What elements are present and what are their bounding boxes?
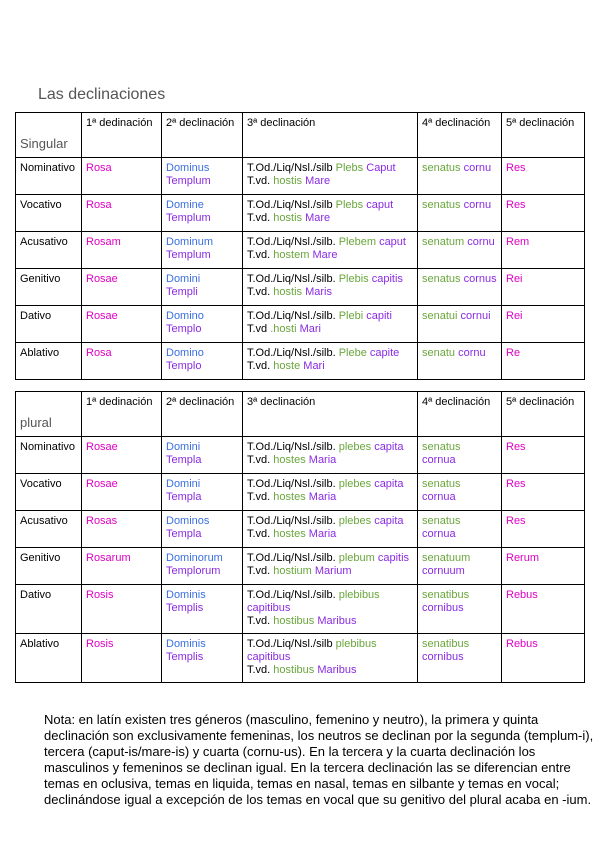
second-declension-masc: Domini: [166, 478, 201, 490]
fourth-declension-cell: [418, 232, 502, 269]
page-title: Las declinaciones: [38, 86, 166, 103]
first-declension-cell: [82, 232, 162, 269]
third-vowel-neut: Maria: [308, 454, 337, 466]
fifth-declension-cell: [502, 195, 585, 232]
fifth-declension-form: Rei: [506, 310, 523, 322]
fourth-declension-cell: [418, 343, 502, 380]
first-declension-cell: [82, 634, 162, 683]
declension-header: 5ª declinación: [502, 113, 585, 158]
fourth-declension-neut: cornua: [422, 491, 456, 503]
fourth-declension-neut: cornibus: [422, 651, 464, 663]
third-declension-cell: [243, 158, 418, 195]
declension-header: 1ª dedinación: [82, 113, 162, 158]
fourth-declension-cell: [418, 306, 502, 343]
table-row: [16, 343, 585, 380]
third-vowel-neut: Maribus: [317, 664, 357, 676]
fourth-declension-masc: senatum: [422, 236, 465, 248]
fourth-declension-neut: cornu: [463, 199, 492, 211]
second-declension-cell: [162, 343, 243, 380]
declension-header: 3ª declinación: [243, 392, 418, 437]
table-row: [16, 306, 585, 343]
third-consonant-fem: Plebi: [338, 310, 364, 322]
second-declension-cell: [162, 232, 243, 269]
case-name: [16, 306, 82, 343]
case-label: Dativo: [20, 589, 52, 601]
fifth-declension-form: Res: [506, 162, 526, 174]
table-row: [16, 195, 585, 232]
third-vowel-label: T.vd.: [247, 454, 271, 466]
second-declension-neut: Templorum: [166, 565, 221, 577]
case-label: Ablativo: [20, 347, 60, 359]
first-declension-form: Rosa: [86, 347, 112, 359]
third-consonant-label: T.Od./Liq/Nsl./silb: [247, 199, 333, 211]
first-declension-cell: [82, 585, 162, 634]
third-vowel-neut: Mare: [305, 212, 331, 224]
first-declension-form: Rosae: [86, 273, 118, 285]
table-row: [16, 158, 585, 195]
second-declension-neut: Templis: [166, 651, 204, 663]
fifth-declension-form: Res: [506, 515, 526, 527]
first-declension-form: Rosa: [86, 199, 112, 211]
third-consonant-neut: caput: [366, 199, 394, 211]
case-label: Genitivo: [20, 273, 61, 285]
third-consonant-neut: capita: [374, 441, 404, 453]
fifth-declension-form: Rebus: [506, 589, 538, 601]
fourth-declension-masc: senatibus: [422, 638, 470, 650]
fourth-declension-neut: cornibus: [422, 602, 464, 614]
case-name: [16, 511, 82, 548]
third-consonant-label: T.Od./Liq/Nsl./silb: [247, 162, 333, 174]
fourth-declension-neut: cornua: [422, 454, 456, 466]
first-declension-cell: [82, 511, 162, 548]
third-consonant-neut: capita: [374, 478, 404, 490]
third-consonant-label: T.Od./Liq/Nsl./silb.: [247, 589, 336, 601]
fifth-declension-cell: [502, 585, 585, 634]
third-consonant-fem: plebes: [338, 478, 372, 490]
second-declension-cell: [162, 634, 243, 683]
third-vowel-neut: Mari: [299, 323, 321, 335]
fifth-declension-cell: [502, 343, 585, 380]
case-name: [16, 269, 82, 306]
fifth-declension-form: Rem: [506, 236, 530, 248]
declension-header: 4ª declinación: [418, 392, 502, 437]
third-vowel-masc: hostes: [273, 528, 306, 540]
second-declension-neut: Templum: [166, 212, 211, 224]
third-declension-cell: [243, 269, 418, 306]
table-row: [16, 474, 585, 511]
second-declension-neut: Templis: [166, 602, 204, 614]
declension-header: 2ª declinación: [162, 113, 243, 158]
third-consonant-fem: Plebs: [335, 162, 364, 174]
fourth-declension-cell: [418, 158, 502, 195]
table-row: [16, 437, 585, 474]
first-declension-form: Rosas: [86, 515, 118, 527]
case-name: [16, 634, 82, 683]
fifth-declension-cell: [502, 548, 585, 585]
fifth-declension-cell: [502, 634, 585, 683]
fourth-declension-masc: senatui: [422, 310, 458, 322]
table-row: [16, 232, 585, 269]
third-consonant-neut: Caput: [366, 162, 396, 174]
third-consonant-fem: plebes: [338, 515, 372, 527]
third-consonant-label: T.Od./Liq/Nsl./silb.: [247, 515, 336, 527]
declension-header: 3ª declinación: [243, 113, 418, 158]
third-vowel-neut: Maris: [305, 286, 332, 298]
third-vowel-masc: hostibus: [273, 615, 315, 627]
first-declension-cell: [82, 158, 162, 195]
second-declension-cell: [162, 195, 243, 232]
second-declension-masc: Domino: [166, 310, 204, 322]
first-declension-form: Rosae: [86, 478, 118, 490]
first-declension-form: Rosam: [86, 236, 121, 248]
fifth-declension-form: Res: [506, 441, 526, 453]
first-declension-cell: [82, 306, 162, 343]
fourth-declension-cell: [418, 585, 502, 634]
declension-header: 5ª declinación: [502, 392, 585, 437]
second-declension-masc: Dominis: [166, 589, 206, 601]
third-declension-cell: [243, 437, 418, 474]
third-vowel-masc: hostis: [273, 286, 303, 298]
second-declension-masc: Domine: [166, 199, 204, 211]
fourth-declension-neut: cornu: [458, 347, 486, 359]
third-consonant-neut: capiti: [366, 310, 392, 322]
fifth-declension-form: Rebus: [506, 638, 538, 650]
third-declension-cell: [243, 306, 418, 343]
number-label: Singular: [16, 113, 82, 158]
third-declension-cell: [243, 634, 418, 683]
third-vowel-label: T.vd.: [247, 286, 271, 298]
case-name: [16, 474, 82, 511]
third-declension-cell: [243, 511, 418, 548]
fourth-declension-neut: cornui: [460, 310, 491, 322]
fourth-declension-cell: [418, 634, 502, 683]
second-declension-cell: [162, 158, 243, 195]
third-consonant-label: T.Od./Liq/Nsl./silb.: [247, 236, 336, 248]
second-declension-neut: Templum: [166, 249, 211, 261]
fourth-declension-masc: senatus: [422, 441, 461, 453]
case-name: [16, 585, 82, 634]
fourth-declension-masc: senatus: [422, 199, 461, 211]
third-vowel-neut: Maria: [308, 491, 337, 503]
first-declension-cell: [82, 548, 162, 585]
third-vowel-label: T.vd.: [247, 212, 271, 224]
second-declension-masc: Domino: [166, 347, 204, 359]
first-declension-form: Rosarum: [86, 552, 131, 564]
fifth-declension-form: Rerum: [506, 552, 540, 564]
first-declension-form: Rosis: [86, 638, 114, 650]
first-declension-cell: [82, 343, 162, 380]
fourth-declension-cell: [418, 269, 502, 306]
second-declension-masc: Dominos: [166, 515, 210, 527]
third-consonant-fem: Plebe: [338, 347, 367, 359]
third-consonant-neut: capitis: [371, 273, 403, 285]
header-row: [16, 392, 585, 437]
fourth-declension-cell: [418, 511, 502, 548]
fifth-declension-form: Res: [506, 478, 526, 490]
note-paragraph: Nota: en latín existen tres géneros (masculino, femenino y neutro), la primera y quinta declinación son exclusivamente femeninas, los neutros se declinan por la segunda (templum-i), tercera (caput-is/mare-is) y cuarta (cornu-us). En la tercera y la cuarta declinación los masculinos y femeninos se declinan igual. En la tercera declinación las se diferencian entre temas en oclusiva, temas en liquida, temas en nasal, temas en silbante y temas en vocal; declinándose igual a excepción de los temas en vocal que su genitivo del plural acaba en -ium.: [44, 712, 594, 807]
second-declension-cell: [162, 548, 243, 585]
case-label: Vocativo: [20, 478, 62, 490]
second-declension-neut: Templa: [166, 491, 202, 503]
singular-table: [15, 112, 585, 380]
table-row: [16, 511, 585, 548]
third-declension-cell: [243, 343, 418, 380]
case-label: Acusativo: [20, 515, 68, 527]
third-vowel-neut: Mari: [303, 360, 325, 372]
second-declension-cell: [162, 585, 243, 634]
case-label: Acusativo: [20, 236, 68, 248]
third-vowel-masc: hostibus: [273, 664, 315, 676]
third-vowel-neut: Mare: [305, 175, 331, 187]
case-label: Dativo: [20, 310, 52, 322]
third-vowel-masc: .hosti: [270, 323, 297, 335]
fourth-declension-neut: cornu: [467, 236, 495, 248]
third-consonant-fem: Plebem: [338, 236, 376, 248]
case-label: Ablativo: [20, 638, 60, 650]
third-declension-cell: [243, 585, 418, 634]
fourth-declension-masc: senatuum: [422, 552, 471, 564]
first-declension-cell: [82, 269, 162, 306]
fourth-declension-masc: senatus: [422, 478, 461, 490]
fourth-declension-neut: cornuum: [422, 565, 465, 577]
case-label: Vocativo: [20, 199, 62, 211]
header-row: [16, 113, 585, 158]
third-vowel-label: T.vd.: [247, 491, 271, 503]
table-row: [16, 269, 585, 306]
third-vowel-masc: hostis: [273, 175, 303, 187]
third-consonant-neut: capita: [374, 515, 404, 527]
fifth-declension-cell: [502, 306, 585, 343]
first-declension-form: Rosae: [86, 310, 118, 322]
third-declension-cell: [243, 474, 418, 511]
third-vowel-label: T.vd.: [247, 565, 271, 577]
third-consonant-label: T.Od./Liq/Nsl./silb.: [247, 347, 336, 359]
second-declension-masc: Dominum: [166, 236, 214, 248]
third-vowel-neut: Maribus: [317, 615, 357, 627]
third-consonant-label: T.Od./Liq/Nsl./silb.: [247, 441, 336, 453]
third-consonant-fem: Plebis: [338, 273, 369, 285]
third-consonant-label: T.Od./Liq/Nsl./silb.: [247, 310, 336, 322]
case-name: [16, 548, 82, 585]
third-vowel-neut: Mare: [312, 249, 338, 261]
third-consonant-label: T.Od./Liq/Nsl./silb: [247, 638, 333, 650]
second-declension-neut: Templo: [166, 323, 202, 335]
case-name: [16, 232, 82, 269]
fourth-declension-masc: senatus: [422, 515, 461, 527]
first-declension-cell: [82, 474, 162, 511]
fourth-declension-neut: cornu: [463, 162, 492, 174]
fourth-declension-cell: [418, 195, 502, 232]
third-consonant-label: T.Od./Liq/Nsl./silb.: [247, 273, 336, 285]
plural-table: [15, 391, 585, 683]
case-label: Nominativo: [20, 162, 76, 174]
third-consonant-neut: capitis: [377, 552, 410, 564]
fourth-declension-masc: senatus: [422, 273, 461, 285]
declension-header: 4ª declinación: [418, 113, 502, 158]
second-declension-neut: Templa: [166, 454, 202, 466]
third-vowel-neut: Marium: [314, 565, 352, 577]
third-vowel-label: T.vd.: [247, 528, 271, 540]
fifth-declension-cell: [502, 269, 585, 306]
case-name: [16, 158, 82, 195]
third-consonant-fem: plebes: [338, 441, 372, 453]
fourth-declension-cell: [418, 474, 502, 511]
fourth-declension-cell: [418, 437, 502, 474]
third-vowel-label: T.vd.: [247, 360, 271, 372]
table-row: [16, 548, 585, 585]
second-declension-neut: Templa: [166, 528, 202, 540]
second-declension-cell: [162, 474, 243, 511]
third-consonant-fem: plebum: [338, 552, 375, 564]
second-declension-masc: Dominis: [166, 638, 206, 650]
second-declension-cell: [162, 437, 243, 474]
table-row: [16, 585, 585, 634]
second-declension-neut: Templo: [166, 360, 202, 372]
second-declension-cell: [162, 511, 243, 548]
third-consonant-label: T.Od./Liq/Nsl./silb.: [247, 478, 336, 490]
first-declension-cell: [82, 437, 162, 474]
third-consonant-fem: plebibus: [338, 589, 380, 601]
third-vowel-masc: hostes: [273, 454, 306, 466]
fourth-declension-masc: senatus: [422, 162, 461, 174]
third-consonant-neut: caput: [379, 236, 406, 248]
fifth-declension-cell: [502, 232, 585, 269]
case-name: [16, 195, 82, 232]
third-declension-cell: [243, 232, 418, 269]
third-consonant-fem: plebibus: [335, 638, 377, 650]
fourth-declension-cell: [418, 548, 502, 585]
fifth-declension-form: Rei: [506, 273, 523, 285]
second-declension-masc: Domini: [166, 441, 201, 453]
third-vowel-masc: hoste: [273, 360, 301, 372]
second-declension-cell: [162, 269, 243, 306]
third-declension-cell: [243, 548, 418, 585]
third-vowel-neut: Maria: [308, 528, 337, 540]
third-vowel-label: T.vd.: [247, 615, 271, 627]
first-declension-form: Rosae: [86, 441, 118, 453]
fifth-declension-form: Re: [506, 347, 521, 359]
fifth-declension-cell: [502, 158, 585, 195]
third-vowel-masc: hostes: [273, 491, 306, 503]
fifth-declension-cell: [502, 437, 585, 474]
fourth-declension-masc: senatibus: [422, 589, 470, 601]
third-vowel-masc: hostium: [273, 565, 312, 577]
fifth-declension-cell: [502, 474, 585, 511]
case-name: [16, 437, 82, 474]
third-declension-cell: [243, 195, 418, 232]
table-row: [16, 634, 585, 683]
second-declension-cell: [162, 306, 243, 343]
fifth-declension-cell: [502, 511, 585, 548]
fourth-declension-neut: cornua: [422, 528, 456, 540]
second-declension-masc: Dominus: [166, 162, 210, 174]
third-consonant-fem: Plebs: [335, 199, 364, 211]
second-declension-masc: Dominorum: [166, 552, 223, 564]
third-consonant-neut: capite: [369, 347, 400, 359]
case-name: [16, 343, 82, 380]
second-declension-neut: Templi: [166, 286, 198, 298]
first-declension-cell: [82, 195, 162, 232]
second-declension-neut: Templum: [166, 175, 211, 187]
case-label: Genitivo: [20, 552, 61, 564]
fourth-declension-neut: cornus: [463, 273, 497, 285]
first-declension-form: Rosa: [86, 162, 112, 174]
third-vowel-masc: hostem: [273, 249, 310, 261]
declension-header: 2ª declinación: [162, 392, 243, 437]
declension-header: 1ª dedinación: [82, 392, 162, 437]
third-consonant-neut: capitibus: [247, 602, 291, 614]
fifth-declension-form: Res: [506, 199, 526, 211]
second-declension-masc: Domini: [166, 273, 201, 285]
fourth-declension-masc: senatu: [422, 347, 456, 359]
third-vowel-label: T.vd: [247, 323, 268, 335]
third-vowel-label: T.vd.: [247, 249, 271, 261]
third-consonant-neut: capitibus: [247, 651, 291, 663]
third-consonant-label: T.Od./Liq/Nsl./silb.: [247, 552, 336, 564]
number-label: plural: [16, 392, 82, 437]
first-declension-form: Rosis: [86, 589, 114, 601]
third-vowel-label: T.vd.: [247, 175, 271, 187]
third-vowel-masc: hostis: [273, 212, 303, 224]
third-vowel-label: T.vd.: [247, 664, 271, 676]
case-label: Nominativo: [20, 441, 76, 453]
